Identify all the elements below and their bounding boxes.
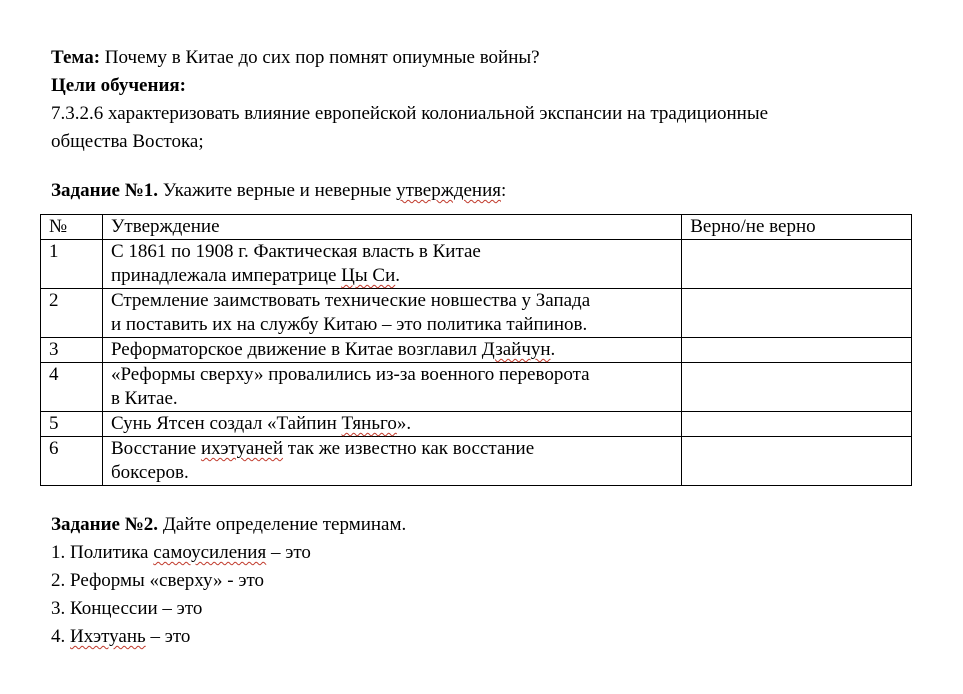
task1-text-underlined: утверждения — [396, 180, 501, 201]
answer-cell[interactable] — [682, 289, 912, 338]
task1-label: Задание №1. — [51, 180, 159, 201]
row-statement: Восстание ихэтуаней так же известно как восстание боксеров. — [102, 437, 681, 486]
row-number: 2 — [41, 289, 103, 338]
row-statement: С 1861 по 1908 г. Фактическая власть в Китае принадлежала императрице Цы Си. — [102, 240, 681, 289]
answer-cell[interactable] — [682, 412, 912, 437]
task1-text: Укажите верные и неверные — [158, 180, 397, 201]
task2-text: Дайте определение терминам. — [158, 514, 407, 535]
term-item-2: 2. Реформы «сверху» - это — [51, 570, 265, 591]
task2-label: Задание №2. — [51, 514, 159, 535]
row-number: 4 — [41, 363, 103, 412]
goal-line-2: общества Востока; — [51, 131, 204, 152]
goals-label: Цели обучения: — [51, 75, 186, 96]
task2-heading — [51, 511, 931, 539]
header-statement: Утверждение — [102, 215, 681, 240]
goal-line-1: 7.3.2.6 характеризовать влияние европейской колониальной экспансии на традиционные — [51, 103, 769, 124]
header-number: № — [41, 215, 103, 240]
row-statement: Стремление заимствовать технические новшества у Запада и поставить их на службу Китаю – это политика тайпинов. — [102, 289, 681, 338]
task2-section — [51, 511, 931, 651]
table-header-row — [41, 215, 912, 240]
term-item-4: 4. Ихэтуань – это — [51, 626, 191, 647]
table-row — [41, 240, 912, 289]
answer-cell[interactable] — [682, 240, 912, 289]
term-item-1: 1. Политика самоусиления – это — [51, 542, 311, 563]
goals-heading — [51, 72, 931, 100]
answer-cell[interactable] — [682, 338, 912, 363]
row-number: 1 — [41, 240, 103, 289]
row-statement: Реформаторское движение в Китае возглавил Дзайчун. — [102, 338, 681, 363]
answer-cell[interactable] — [682, 363, 912, 412]
statements-table — [40, 214, 912, 486]
row-number: 6 — [41, 437, 103, 486]
table-row — [41, 363, 912, 412]
row-number: 3 — [41, 338, 103, 363]
topic-label: Тема: — [51, 47, 101, 68]
term-item-3: 3. Концессии – это — [51, 598, 203, 619]
row-statement: «Реформы сверху» провалились из-за военного переворота в Китае. — [102, 363, 681, 412]
row-statement: Сунь Ятсен создал «Тайпин Тяньго». — [102, 412, 681, 437]
topic-text: Почему в Китае до сих пор помнят опиумные войны? — [100, 47, 540, 68]
header-answer: Верно/не верно — [682, 215, 912, 240]
table-row — [41, 289, 912, 338]
task1-text-end: : — [501, 180, 507, 201]
table-row — [41, 412, 912, 437]
task1-heading — [51, 177, 931, 205]
table-row — [41, 437, 912, 486]
table-row — [41, 338, 912, 363]
topic-line — [51, 44, 931, 72]
document-header — [51, 44, 931, 205]
row-number: 5 — [41, 412, 103, 437]
answer-cell[interactable] — [682, 437, 912, 486]
